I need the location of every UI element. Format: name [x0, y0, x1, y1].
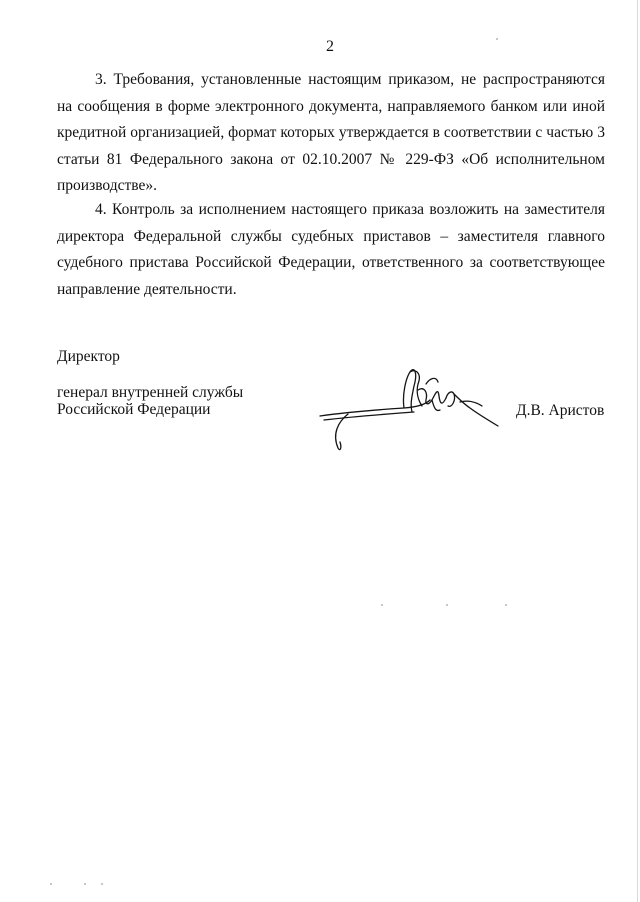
scan-speck [446, 604, 448, 606]
scan-speck [505, 604, 507, 606]
paragraph-3: 3. Требования, установленные настоящим приказом, не распространяются на сообщения в форме электронного документа, направляемого банком или иной кредитной организацией, формат которых утверждается в соответствии с частью 3 статьи 81 Федерального закона от 02.10.2007 № 229-ФЗ «Об исполнительном производстве». [57, 71, 605, 194]
scan-speck [496, 38, 498, 40]
page-number: 2 [326, 38, 334, 55]
scan-speck [50, 883, 52, 885]
scan-speck [101, 883, 103, 885]
scan-speck [381, 604, 383, 606]
rank-line-1: генерал внутренней службы [57, 384, 244, 401]
handwritten-signature [318, 364, 508, 454]
scan-speck [84, 883, 86, 885]
position-title: Директор [57, 348, 120, 365]
signatory-name: Д.В. Аристов [516, 402, 605, 419]
paragraph-4: 4. Контроль за исполнением настоящего приказа возложить на заместителя директора Федеральной службы судебных приставов – заместителя главного судебного пристава Российской Федерации, ответственного за соответствующее направление деятельности. [57, 201, 605, 298]
position-rank [57, 384, 243, 418]
rank-line-2: Российской Федерации [57, 401, 211, 418]
page-edge [637, 0, 638, 902]
